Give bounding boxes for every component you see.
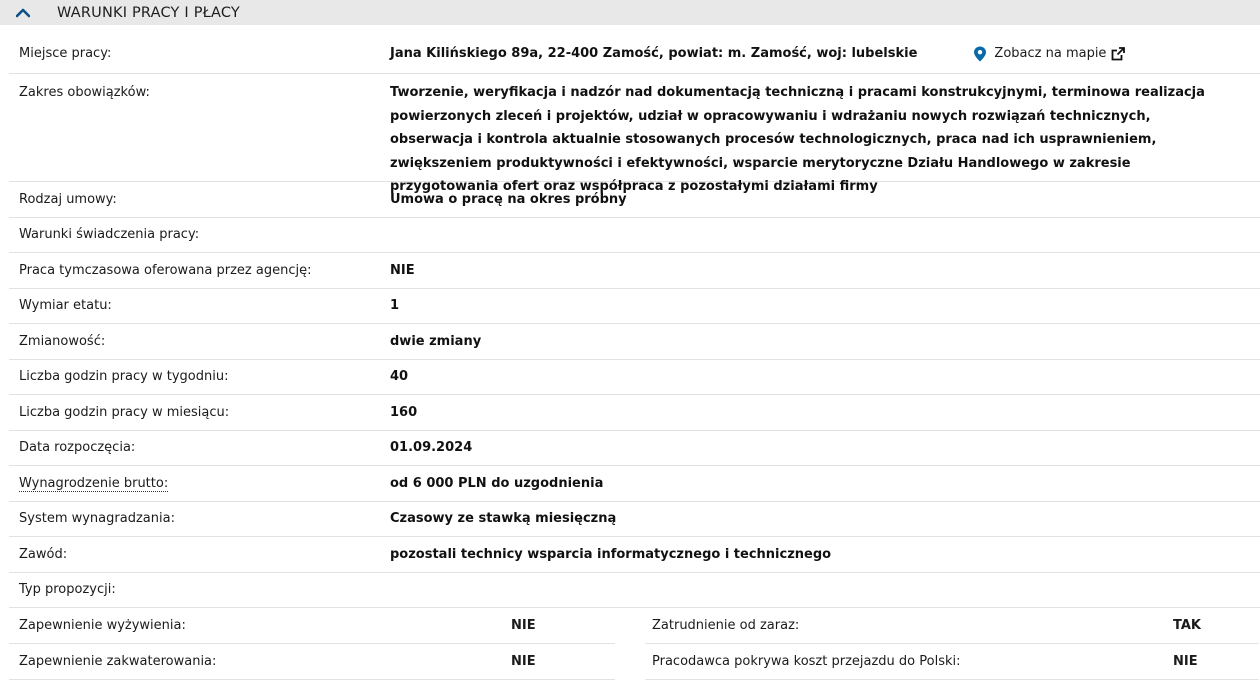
row-value: 01.09.2024 [390, 440, 473, 456]
row-value: Czasowy ze stawką miesięczną [390, 511, 617, 527]
map-link[interactable] [973, 42, 1125, 65]
row-monthly-hours [9, 395, 1260, 431]
row-profession [9, 537, 1260, 573]
row-temporary-work [9, 253, 1260, 289]
row-value: Tworzenie, weryfikacja i nadzór nad dokumentacją techniczną i pracami konstrukcyjnymi, terminowa realizacja powierzonych zleceń i projektów, udział w opracowywaniu i wdrażaniu nowych rozwiązań technicznych, obserwacja i kontrola aktualnie stosowanych procesów technologicznych, praca nad ich usprawnieniem, zwiększeniem produktywności i efektywności, wsparcie merytoryczne Działu Handlowego w zakresie przygotowania ofert oraz współpraca z pozostałymi działami firmy [390, 85, 1205, 194]
row-weekly-hours [9, 360, 1260, 396]
row-label: Praca tymczasowa oferowana przez agencję: [19, 262, 312, 278]
row-label: Typ propozycji: [19, 582, 116, 598]
chevron-up-icon[interactable] [14, 4, 32, 22]
row-label [9, 472, 390, 495]
row-salary [9, 466, 1260, 502]
row-offer-type [9, 573, 1260, 609]
extra-immediate-hire [645, 608, 1259, 644]
row-label: Rodzaj umowy: [19, 191, 117, 207]
row-label: Warunki świadczenia pracy: [19, 227, 200, 243]
row-value: dwie zmiany [390, 333, 482, 349]
row-value: 160 [390, 404, 418, 420]
row-label: Pracodawca pokrywa koszt przejazdu do Polski: [652, 654, 961, 669]
row-label: Liczba godzin pracy w tygodniu: [19, 369, 229, 385]
row-value: 40 [390, 369, 409, 385]
row-label: Zmianowość: [19, 333, 106, 349]
row-contract-type [9, 182, 1260, 218]
row-work-time [9, 289, 1260, 325]
row-value: TAK [1173, 618, 1201, 633]
row-label: Zatrudnienie od zaraz: [652, 618, 800, 633]
row-value: Umowa o pracę na okres próbny [390, 191, 627, 207]
row-value: NIE [390, 262, 415, 278]
row-label: Wymiar etatu: [19, 298, 112, 314]
external-link-icon [1111, 47, 1125, 61]
row-value [390, 42, 1139, 65]
salary-tooltip-trigger[interactable]: Wynagrodzenie brutto: [19, 475, 169, 491]
row-value: 1 [390, 298, 400, 314]
row-value: pozostali technicy wsparcia informatycznego i technicznego [390, 546, 832, 562]
address-text: Jana Kilińskiego 89a, 22-400 Zamość, powiat: m. Zamość, woj: lubelskie [390, 46, 918, 61]
details-list [9, 35, 1260, 680]
row-label: Zapewnienie wyżywienia: [19, 618, 186, 633]
row-label: Zawód: [19, 546, 68, 562]
row-value: NIE [511, 654, 536, 669]
location-pin-icon [973, 46, 987, 62]
row-value: NIE [1173, 654, 1198, 669]
row-label: Zapewnienie zakwaterowania: [19, 654, 217, 669]
row-label: Zakres obowiązków: [19, 85, 150, 100]
row-value: NIE [511, 618, 536, 633]
row-label: System wynagradzania: [19, 511, 175, 527]
row-pay-system [9, 502, 1260, 538]
map-link-label[interactable]: Zobacz na mapie [994, 46, 1107, 61]
row-work-place [9, 35, 1260, 74]
row-label: Liczba godzin pracy w miesiącu: [19, 404, 230, 420]
row-work-conditions [9, 218, 1260, 254]
section-title: WARUNKI PRACY I PŁACY [57, 4, 240, 21]
row-label: Data rozpoczęcia: [19, 440, 136, 456]
row-shifts [9, 324, 1260, 360]
row-label: Miejsce pracy: [19, 46, 112, 61]
extras-row [9, 608, 1260, 644]
row-duties [9, 74, 1260, 194]
row-value: od 6 000 PLN do uzgodnienia [390, 475, 604, 491]
extra-accommodation [9, 644, 615, 680]
extras-row [9, 644, 1260, 680]
row-start-date [9, 431, 1260, 467]
extra-meals [9, 608, 615, 644]
extra-travel-cost [645, 644, 1259, 680]
section-header[interactable] [0, 0, 1260, 25]
